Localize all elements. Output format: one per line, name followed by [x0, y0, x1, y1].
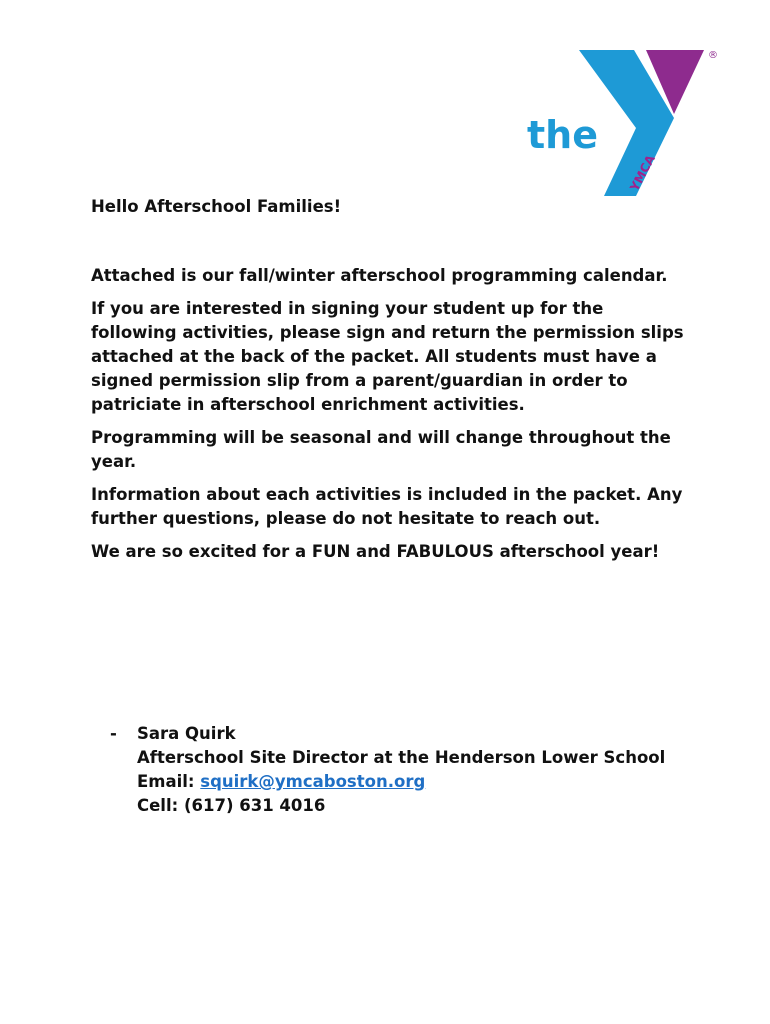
paragraph-closing: We are so excited for a FUN and FABULOUS afterschool year!: [91, 542, 660, 561]
paragraph-calendar: Attached is our fall/winter afterschool programming calendar.: [91, 266, 668, 285]
registered-mark: ®: [708, 50, 718, 61]
signature-email-line: [137, 770, 665, 794]
logo-ymca-wordmark: YMCA: [627, 152, 658, 194]
paragraph-information: Information about each activities is included in the packet. Any further questions, please do not hesitate to reach out.: [91, 485, 683, 528]
letter-body: [91, 195, 691, 573]
ymca-logo: [524, 44, 724, 204]
signature-block: [110, 722, 665, 818]
ymca-logo-graphic: [524, 44, 724, 204]
cell-label: Cell:: [137, 796, 184, 815]
signature-cell-line: [137, 794, 665, 818]
cell-number: (617) 631 4016: [183, 796, 326, 815]
logo-word: the: [527, 113, 598, 157]
signature-title: Afterschool Site Director at the Henderson Lower School: [137, 748, 666, 767]
email-label: Email:: [137, 772, 201, 791]
greeting: Hello Afterschool Families!: [91, 197, 342, 216]
signature-dash: -: [110, 724, 117, 743]
paragraph-permission: If you are interested in signing your student up for the following activities, please sign and return the permission slips attached at the back of the packet. All students must have a signed permission slip from a parent/guardian in order to patriciate in afterschool enrichment activities.: [91, 299, 684, 414]
signature-name: Sara Quirk: [137, 724, 236, 743]
signature-lines: [137, 722, 665, 818]
paragraph-seasonal: Programming will be seasonal and will change throughout the year.: [91, 428, 671, 471]
email-link[interactable]: squirk@ymcaboston.org: [200, 772, 426, 791]
